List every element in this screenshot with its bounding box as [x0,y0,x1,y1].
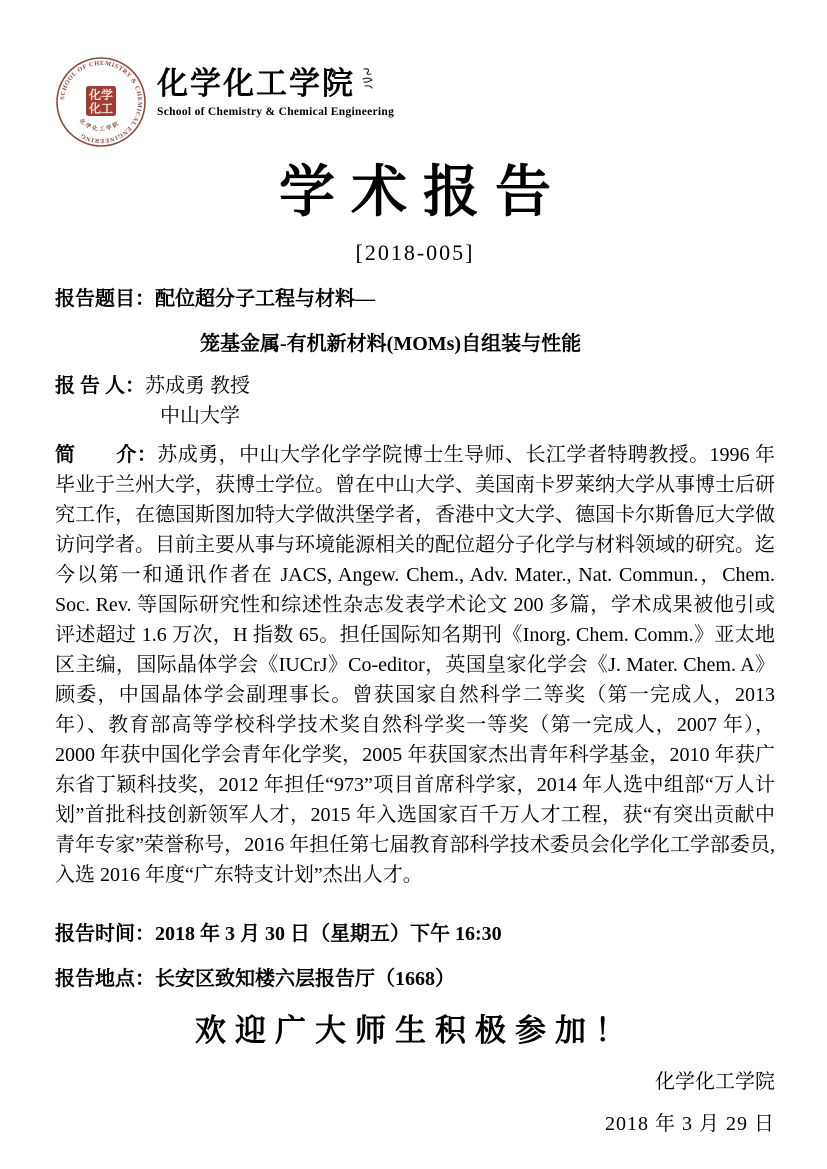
report-fields [55,286,775,993]
location-value: 长安区致知楼六层报告厅（1668） [155,968,455,990]
speaker-row [55,373,775,400]
school-seal-icon [55,56,147,148]
report-number: [2018-005] [355,240,475,265]
signature-mark-icon [361,66,375,92]
school-name-cn [157,64,394,104]
topic-line2: 笼基金属-有机新材料(MOMs)自组装与性能 [200,333,582,355]
topic-row [55,286,775,313]
bio-text: 苏成勇，中山大学化学学院博士生导师、长江学者特聘教授。1996 年毕业于兰州大学，获博士学位。曾在中山大学、美国南卡罗莱纳大学从事博士后研究工作，在德国斯图加特大学做洪堡学者，香港中文大学、德国卡尔斯鲁厄大学做访问学者。目前主要从事与环境能源相关的配位超分子化学与材料领域的研究。迄今以第一和通讯作者在 JACS, Angew. Chem., Adv. Mater., Nat. Commun.，Chem. Soc. Rev. 等国际研究性和综述性杂志发表学术论文 200 多篇，学术成果被他引或评述超过 1.6 万次，H 指数 65。担任国际知名期刊《Inorg. Chem. Comm.》亚太地区主编，国际晶体学会《IUCrJ》Co-editor，英国皇家化学会《J. Mater. Chem. A》顾委，中国晶体学会副理事长。曾获国家自然科学二等奖（第一完成人，2013 年）、教育部高等学校科学技术奖自然科学奖一等奖（第一完成人，2007 年），2000 年获中国化学会青年化学奖，2005 年获国家杰出青年科学基金，2010 年获广东省丁颖科技奖，2012 年担任“973”项目首席科学家，2014 年人选中组部“万人计划”首批科技创新领军人才，2015 年入选国家百千万人才工程，获“有突出贡献中青年专家”荣誉称号，2016 年担任第七届教育部科学技术委员会化学化工学部委员,入选 2016 年度“广东特支计划”杰出人才。 [55,444,776,886]
location-row [55,965,775,993]
school-name-cn-text: 化学化工学院 [157,66,355,101]
time-row [55,920,775,948]
page-header [55,56,775,152]
topic-line1: 配位超分子工程与材料— [155,288,375,310]
time-label: 报告时间： [55,923,155,945]
footer-signature: 化学化工学院 [655,1071,775,1093]
page-footer [55,1069,775,1137]
bio-label: 简 介： [55,444,158,466]
seal-ring-text: SCHOOL OF CHEMISTRY & CHEMICAL ENGINEERING [59,59,144,145]
school-name-block [157,64,394,118]
seal-bottom-text: 化学化工学院 [77,118,122,133]
location-label: 报告地点： [55,968,155,990]
speaker-name: 苏成勇 教授 [145,375,250,397]
school-name-en: School of Chemistry & Chemical Engineering [157,106,395,118]
speaker-affiliation: 中山大学 [160,405,240,427]
seal-center-line1: 化学 [88,88,114,102]
speaker-bio [55,440,775,890]
welcome-message: 欢迎广大师生积极参加！ [195,1013,635,1048]
time-value: 2018 年 3 月 30 日（星期五）下午 16:30 [155,923,502,945]
speaker-label: 报 告 人： [55,375,145,397]
page-title: 学术报告 [279,162,567,224]
footer-date: 2018 年 3 月 29 日 [605,1113,775,1135]
topic-label: 报告题目： [55,288,155,310]
svg-text:化学化工学院 [77,116,121,133]
seal-center-line2: 化工 [88,101,114,116]
